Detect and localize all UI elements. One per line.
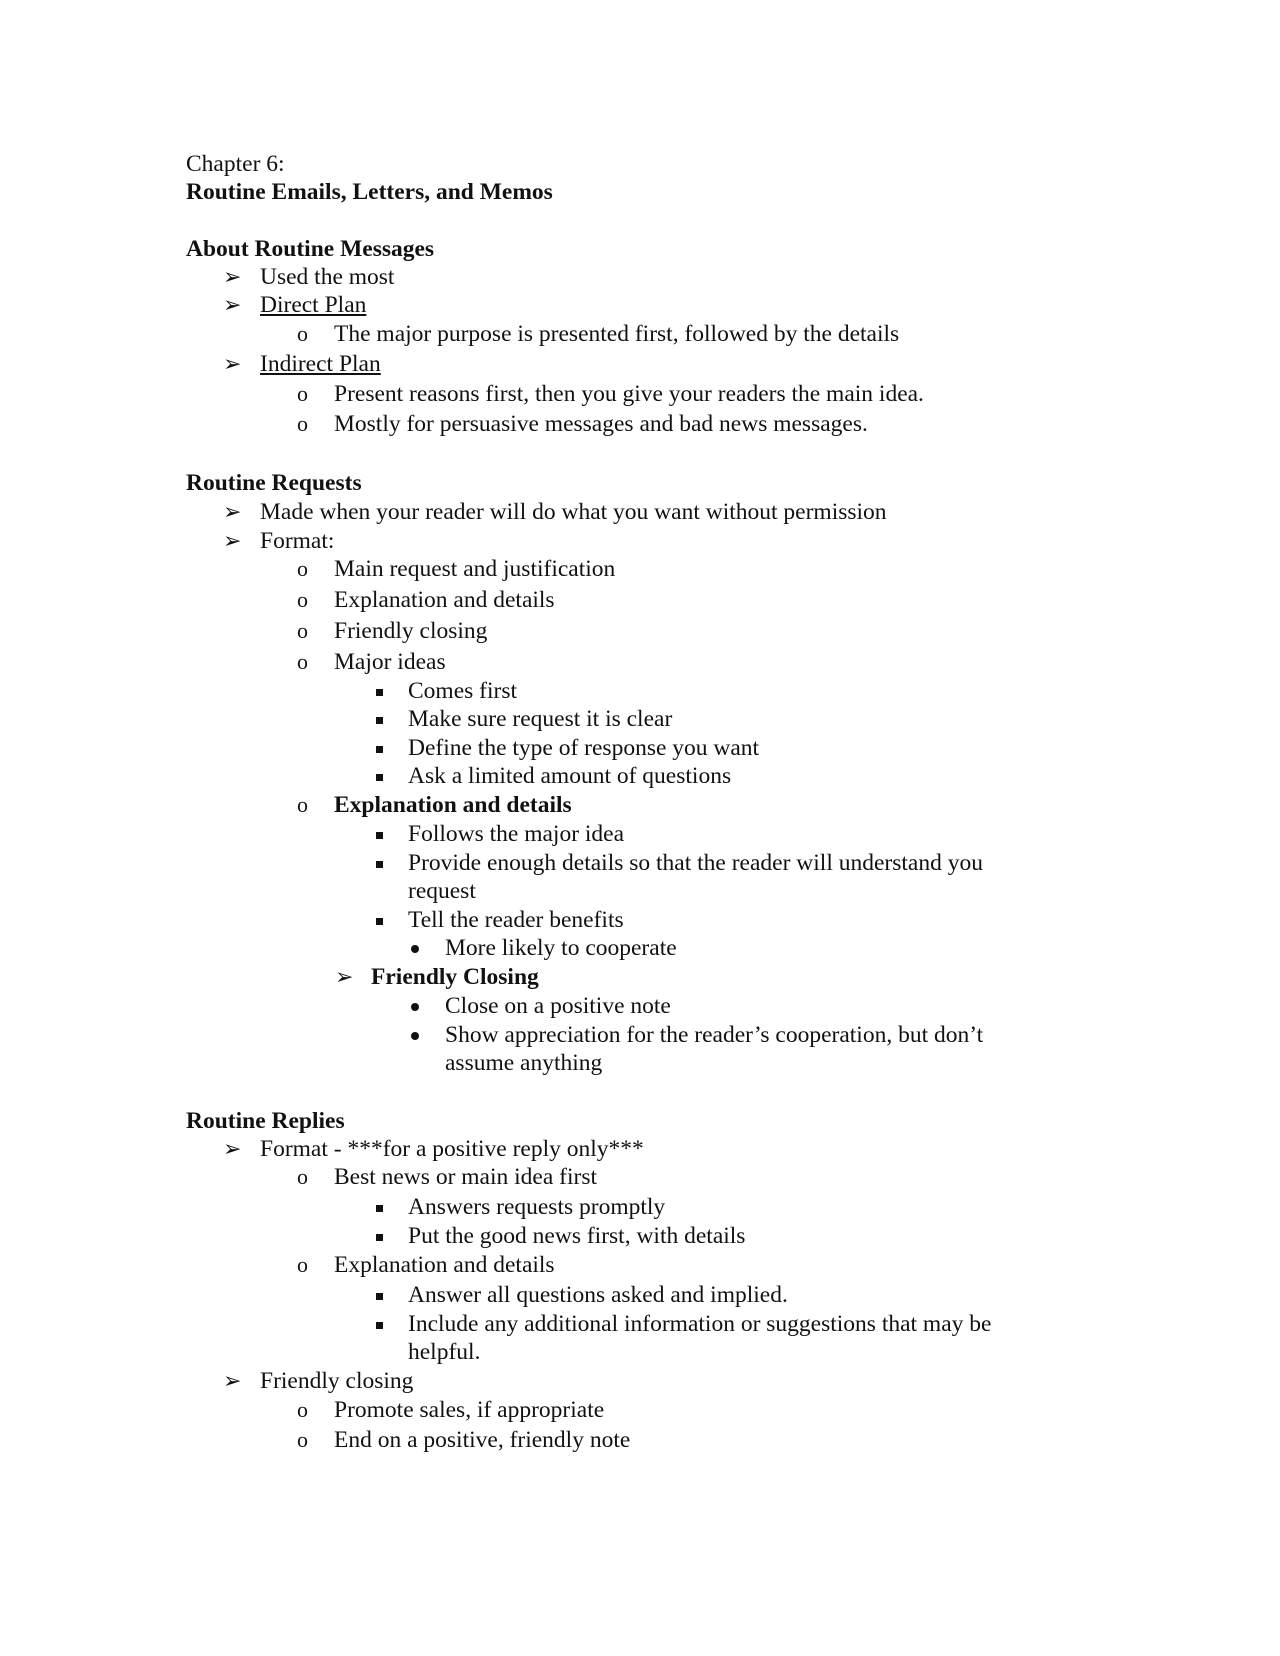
list-item: Define the type of response you want — [408, 735, 760, 761]
list-item: More likely to cooperate — [445, 935, 677, 961]
square-bullet-icon — [376, 832, 383, 839]
section-heading-replies: Routine Replies — [186, 1108, 345, 1134]
square-bullet-icon — [376, 861, 383, 868]
list-item: Mostly for persuasive messages and bad news messages. — [334, 411, 868, 437]
section-heading-requests: Routine Requests — [186, 470, 362, 496]
list-item-indirect-plan: Indirect Plan — [260, 351, 381, 377]
circle-bullet-icon: o — [297, 792, 308, 817]
square-bullet-icon — [376, 746, 383, 753]
list-item-direct-plan: Direct Plan — [260, 292, 367, 318]
dot-bullet-icon — [411, 945, 419, 953]
circle-bullet-icon: o — [297, 1252, 308, 1277]
list-item: Explanation and details — [334, 587, 555, 613]
arrow-bullet-icon: ➢ — [223, 1136, 242, 1161]
arrow-bullet-icon: ➢ — [223, 499, 242, 524]
list-item-continued: helpful. — [408, 1339, 481, 1365]
chapter-label: Chapter 6: — [186, 151, 285, 177]
square-bullet-icon — [376, 918, 383, 925]
list-item: Provide enough details so that the reader will understand you — [408, 850, 983, 876]
list-item: Follows the major idea — [408, 821, 625, 847]
circle-bullet-icon: o — [297, 649, 308, 674]
circle-bullet-icon: o — [297, 321, 308, 346]
list-item: Friendly Closing — [371, 964, 539, 990]
list-item: Format: — [260, 528, 335, 554]
list-item: Tell the reader benefits — [408, 907, 624, 933]
square-bullet-icon — [376, 1234, 383, 1241]
list-item: Comes first — [408, 678, 518, 704]
list-item: Friendly closing — [334, 618, 488, 644]
dot-bullet-icon — [411, 1003, 419, 1011]
circle-bullet-icon: o — [297, 587, 308, 612]
list-item: Close on a positive note — [445, 993, 671, 1019]
square-bullet-icon — [376, 1322, 383, 1329]
list-item: Explanation and details — [334, 792, 572, 818]
list-item: Made when your reader will do what you want without permission — [260, 499, 887, 525]
chapter-title: Routine Emails, Letters, and Memos — [186, 179, 553, 205]
circle-bullet-icon: o — [297, 1164, 308, 1189]
circle-bullet-icon: o — [297, 411, 308, 436]
list-item: Used the most — [260, 264, 395, 290]
circle-bullet-icon: o — [297, 1397, 308, 1422]
circle-bullet-icon: o — [297, 556, 308, 581]
list-item: Main request and justification — [334, 556, 616, 582]
list-item: Include any additional information or suggestions that may be — [408, 1311, 992, 1337]
list-item: Answer all questions asked and implied. — [408, 1282, 788, 1308]
list-item: Format - ***for a positive reply only*** — [260, 1136, 644, 1162]
list-item: Answers requests promptly — [408, 1194, 666, 1220]
square-bullet-icon — [376, 1293, 383, 1300]
circle-bullet-icon: o — [297, 381, 308, 406]
list-item: Put the good news first, with details — [408, 1223, 746, 1249]
list-item: Explanation and details — [334, 1252, 555, 1278]
list-item: Promote sales, if appropriate — [334, 1397, 605, 1423]
circle-bullet-icon: o — [297, 1427, 308, 1452]
list-item: End on a positive, friendly note — [334, 1427, 631, 1453]
list-item: Best news or main idea first — [334, 1164, 598, 1190]
list-item: Present reasons first, then you give your readers the main idea. — [334, 381, 924, 407]
arrow-bullet-icon: ➢ — [223, 351, 242, 376]
list-item: Ask a limited amount of questions — [408, 763, 732, 789]
list-item: Make sure request it is clear — [408, 706, 673, 732]
list-item: Major ideas — [334, 649, 446, 675]
list-item: Friendly closing — [260, 1368, 414, 1394]
square-bullet-icon — [376, 774, 383, 781]
list-item: Show appreciation for the reader’s cooperation, but don’t — [445, 1022, 984, 1048]
dot-bullet-icon — [411, 1032, 419, 1040]
circle-bullet-icon: o — [297, 618, 308, 643]
list-item-continued: request — [408, 878, 476, 904]
list-item: The major purpose is presented first, followed by the details — [334, 321, 900, 347]
arrow-bullet-icon: ➢ — [223, 292, 242, 317]
arrow-bullet-icon: ➢ — [223, 264, 242, 289]
section-heading-about: About Routine Messages — [186, 236, 435, 262]
arrow-bullet-icon: ➢ — [335, 964, 354, 989]
square-bullet-icon — [376, 717, 383, 724]
list-item-continued: assume anything — [445, 1050, 603, 1076]
square-bullet-icon — [376, 689, 383, 696]
arrow-bullet-icon: ➢ — [223, 1368, 242, 1393]
square-bullet-icon — [376, 1205, 383, 1212]
arrow-bullet-icon: ➢ — [223, 528, 242, 553]
